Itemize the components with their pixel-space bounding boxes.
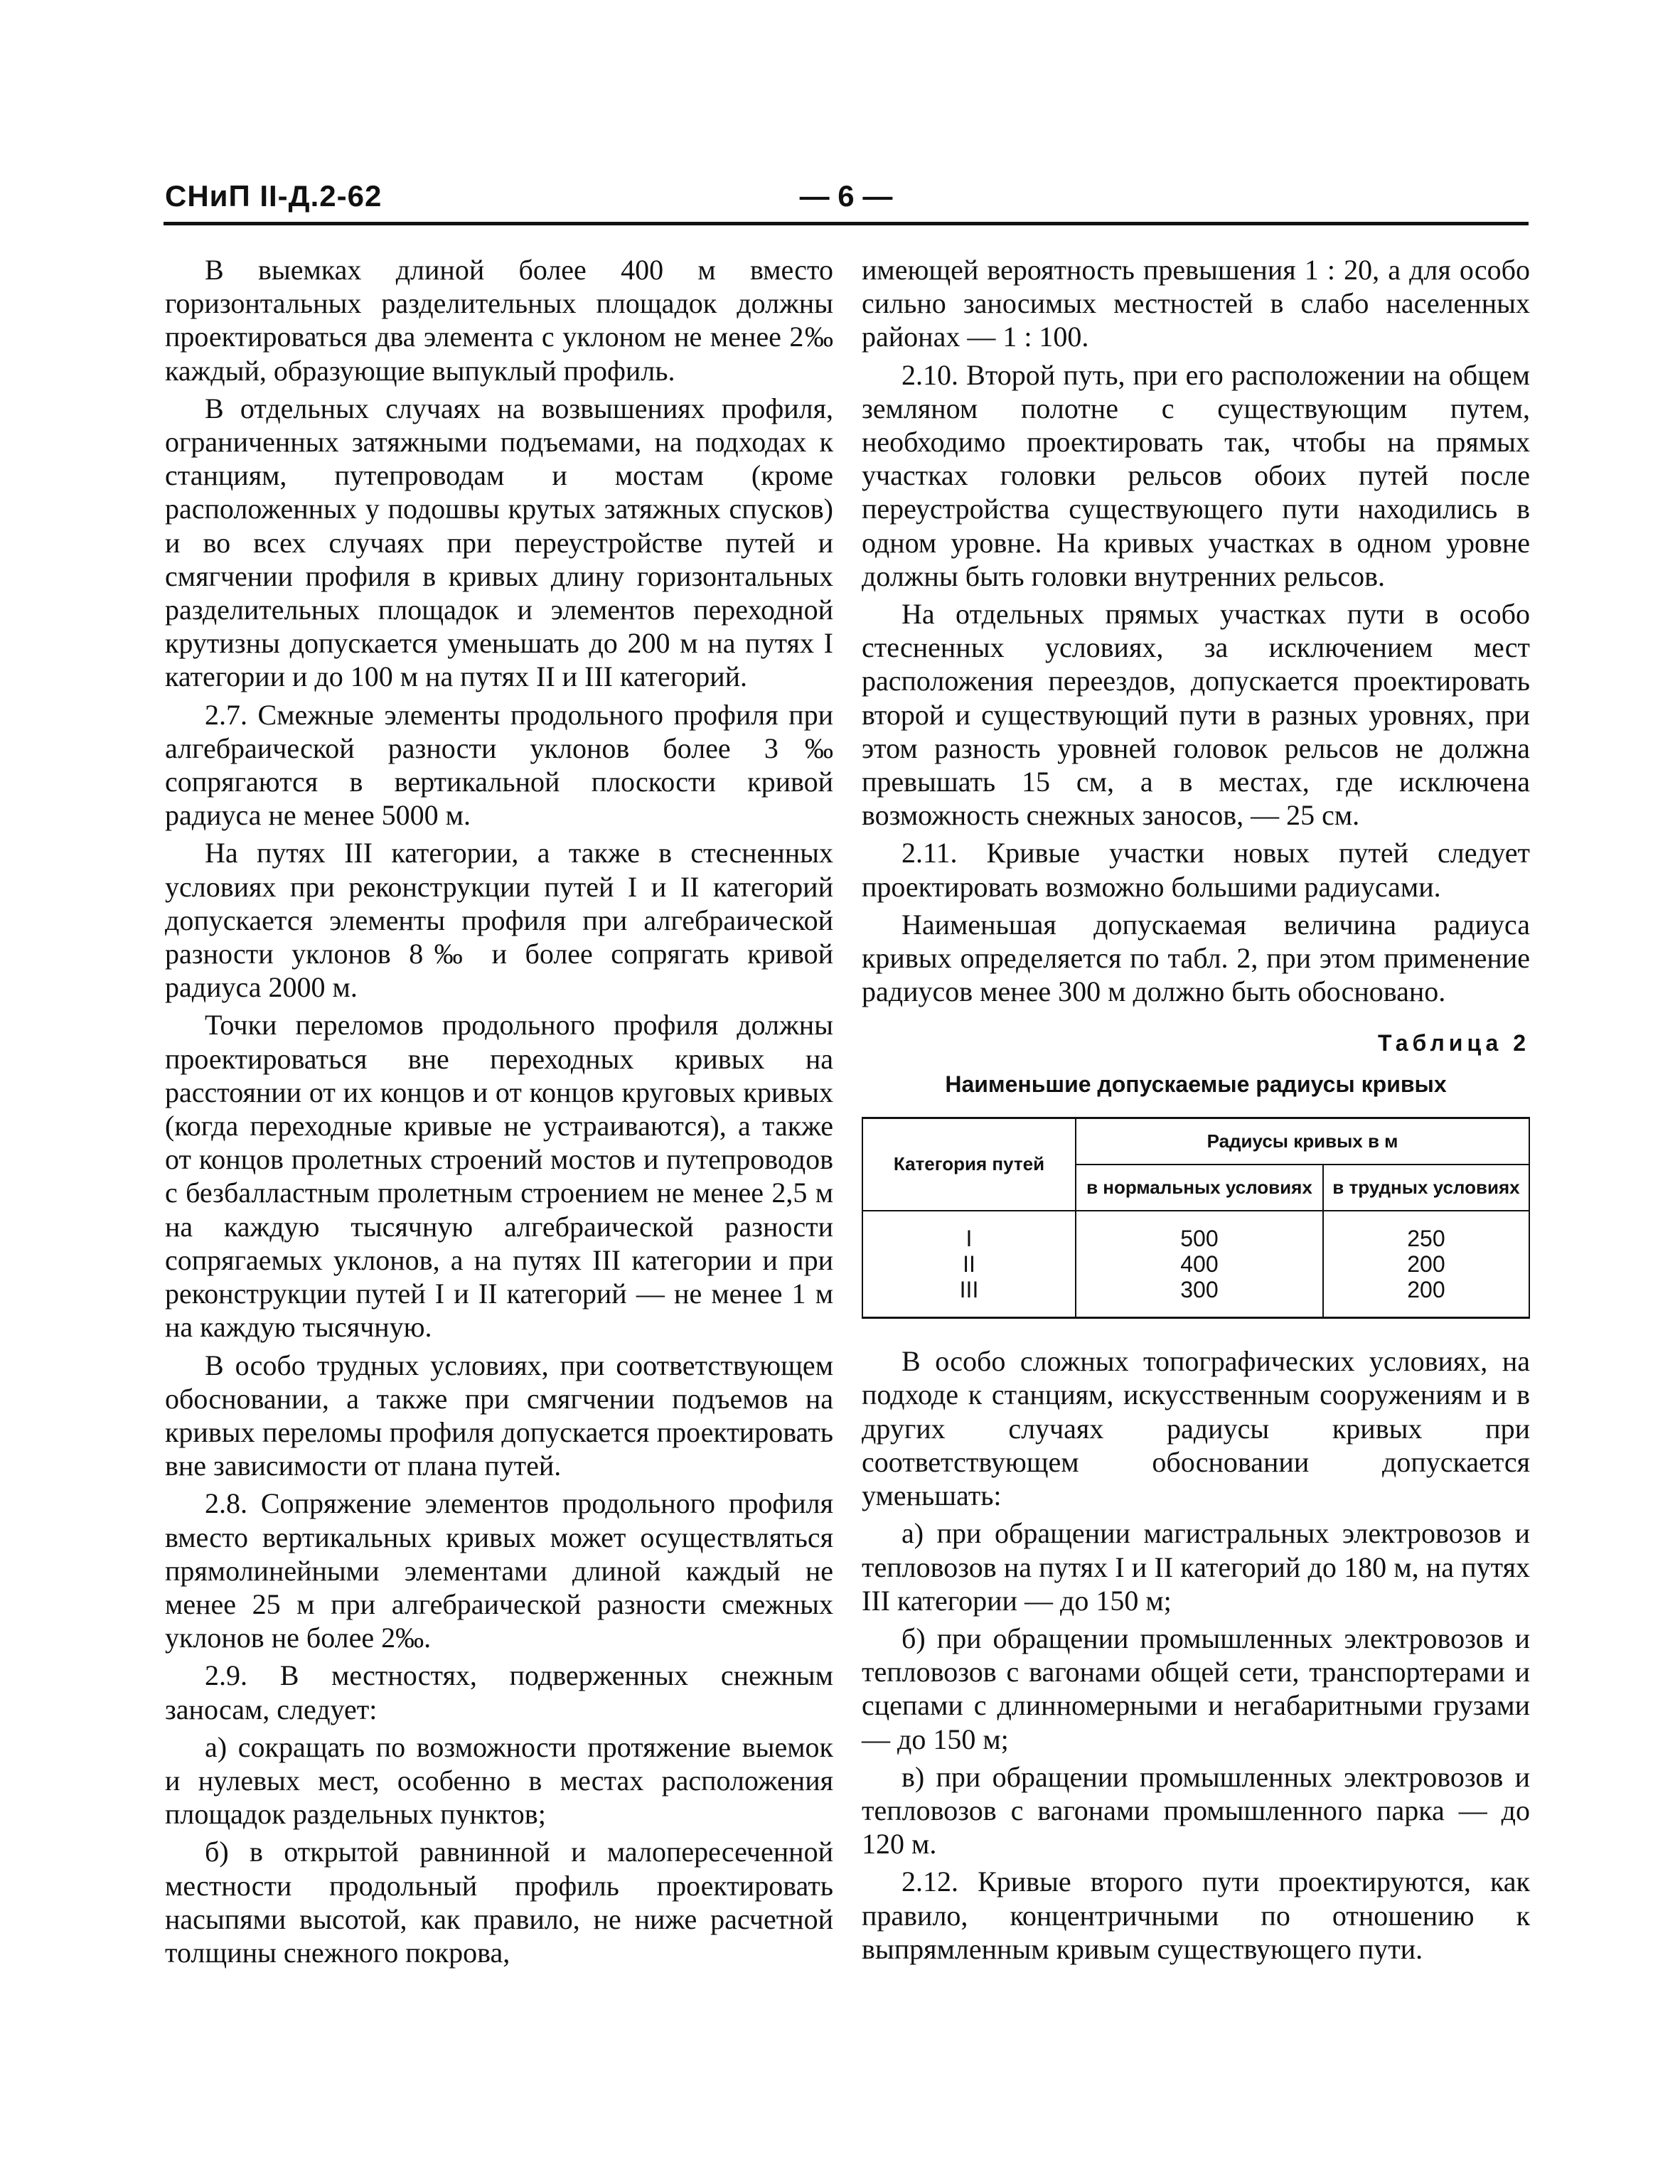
list-item-a: а) при обращении магистральных электровозов и тепловозов на путях I и II категорий до 180 м, на путях III категории — до 150 м; [862, 1517, 1530, 1617]
table-label: Таблица 2 [1377, 1030, 1530, 1056]
table-cell-hard: 200 [1323, 1277, 1529, 1318]
table-header-normal: в нормальных условиях [1076, 1165, 1323, 1211]
left-column [165, 253, 833, 1974]
paragraph-section-2-12: 2.12. Кривые второго пути проектируются, как правило, концентричными по отношению к выпрямленным кривым существующего пути. [862, 1866, 1530, 1965]
paragraph-section-2-9: 2.9. В местностях, подверженных снежным заносам, следует: [165, 1659, 833, 1725]
right-column [862, 253, 1530, 1970]
paragraph: В отдельных случаях на возвышениях профиля, ограниченных затяжными подъемами, на подходах к станциям, путепроводам и мостам (кроме расположенных у подошвы крутых затяжных спусков) и во всех случаях при переустройстве путей и смягчении профиля в кривых длину горизонтальных разделительных площадок и элементов переходной крутизны допускается уменьшать до 200 м на путях I категории и до 100 м на путях II и III категорий. [165, 392, 833, 693]
table-cell-category: III [862, 1277, 1076, 1318]
paragraph-section-2-10: 2.10. Второй путь, при его расположении на общем земляном полотне с существующим путем, необходимо проектировать так, чтобы на прямых участках головки рельсов обоих путей после переустройства существующего пути находились в одном уровне. На кривых участках в одном уровне должны быть головки внутренних рельсов. [862, 358, 1530, 592]
paragraph: В выемках длиной более 400 м вместо горизонтальных разделительных площадок должны проектироваться два элемента с уклоном не менее 2‰ каждый, образующие выпуклый профиль. [165, 254, 833, 387]
paragraph: В особо трудных условиях, при соответствующем обосновании, а также при смягчении подъемов на кривых переломы профиля допускается проектировать вне зависимости от плана путей. [165, 1349, 833, 1482]
list-item-b: б) при обращении промышленных электровозов и тепловозов с вагонами общей сети, транспортерами и сцепами с длинномерными и негабаритными грузами — до 150 м; [862, 1622, 1530, 1755]
paragraph-section-2-7: 2.7. Смежные элементы продольного профиля при алгебраической разности уклонов более 3‰ сопрягаются в вертикальной плоскости кривой радиуса не менее 5000 м. [165, 698, 833, 832]
paragraph: Точки переломов продольного профиля должны проектироваться вне переходных кривых на расстоянии от их концов и от концов круговых кривых (когда переходные кривые не устраиваются), а также от концов пролетных строений мостов и путепроводов с безбалластным пролетным строением не менее 2,5 м на каждую тысячную алгебраической разности сопрягаемых уклонов, а на путях III категории и при реконструкции путей I и II категорий — не менее 1 м на каждую тысячную. [165, 1009, 833, 1344]
table-cell-hard: 250 [1323, 1211, 1529, 1251]
header-rule [164, 222, 1529, 225]
paragraph-section-2-11: 2.11. Кривые участки новых путей следует проектировать возможно большими радиусами. [862, 837, 1530, 903]
table-cell-normal: 500 [1076, 1211, 1323, 1251]
table-cell-category: II [862, 1251, 1076, 1277]
table-title: Наименьшие допускаемые радиусы кривых [945, 1071, 1447, 1097]
list-item-c: в) при обращении промышленных электровозов и тепловозов с вагонами промышленного парка — до 120 м. [862, 1760, 1530, 1861]
table-header-radii: Радиусы кривых в м [1076, 1118, 1529, 1165]
paragraph: В особо сложных топографических условиях, на подходе к станциям, искусственным сооружениям и в других случаях радиусы кривых при соответствующем обосновании допускается уменьшать: [862, 1345, 1530, 1512]
table-row [862, 1211, 1529, 1251]
table-cell-normal: 300 [1076, 1277, 1323, 1318]
table-cell-normal: 400 [1076, 1251, 1323, 1277]
table-cell-hard: 200 [1323, 1251, 1529, 1277]
table-row [862, 1251, 1529, 1277]
radii-table [862, 1117, 1530, 1319]
paragraph: На отдельных прямых участках пути в особо стесненных условиях, за исключением мест расположения переездов, допускается проектировать второй и существующий пути в разных уровнях, при этом разность уровней головок рельсов не должна превышать 15 см, а в местах, где исключена возможность снежных заносов, — 25 см. [862, 598, 1530, 832]
paragraph-section-2-8: 2.8. Сопряжение элементов продольного профиля вместо вертикальных кривых может осуществляться прямолинейными элементами длиной каждый не менее 25 м при алгебраической разности смежных уклонов не более 2‰. [165, 1487, 833, 1654]
paragraph-continued: имеющей вероятность превышения 1 : 20, а для особо сильно заносимых местностей в слабо населенных районах — 1 : 100. [862, 254, 1530, 353]
table-header-category: Категория путей [862, 1118, 1076, 1211]
paragraph: На путях III категории, а также в стесненных условиях при реконструкции путей I и II категорий допускается элементы профиля при алгебраической разности уклонов 8‰ и более сопрягать кривой радиуса 2000 м. [165, 837, 833, 1004]
table-cell-category: I [862, 1211, 1076, 1251]
document-code: СНиП II-Д.2-62 [165, 179, 382, 213]
list-item-a: а) сокращать по возможности протяжение выемок и нулевых мест, особенно в местах расположения площадок раздельных пунктов; [165, 1730, 833, 1831]
list-item-b: б) в открытой равнинной и малопересеченной местности продольный профиль проектировать насыпями высотой, как правило, не ниже расчетной толщины снежного покрова, [165, 1836, 833, 1969]
table-header-hard: в трудных условиях [1323, 1165, 1529, 1211]
paragraph: Наименьшая допускаемая величина радиуса кривых определяется по табл. 2, при этом применение радиусов менее 300 м должно быть обосновано. [862, 908, 1530, 1008]
page-number: — 6 — [799, 179, 893, 213]
table-row [862, 1277, 1529, 1318]
